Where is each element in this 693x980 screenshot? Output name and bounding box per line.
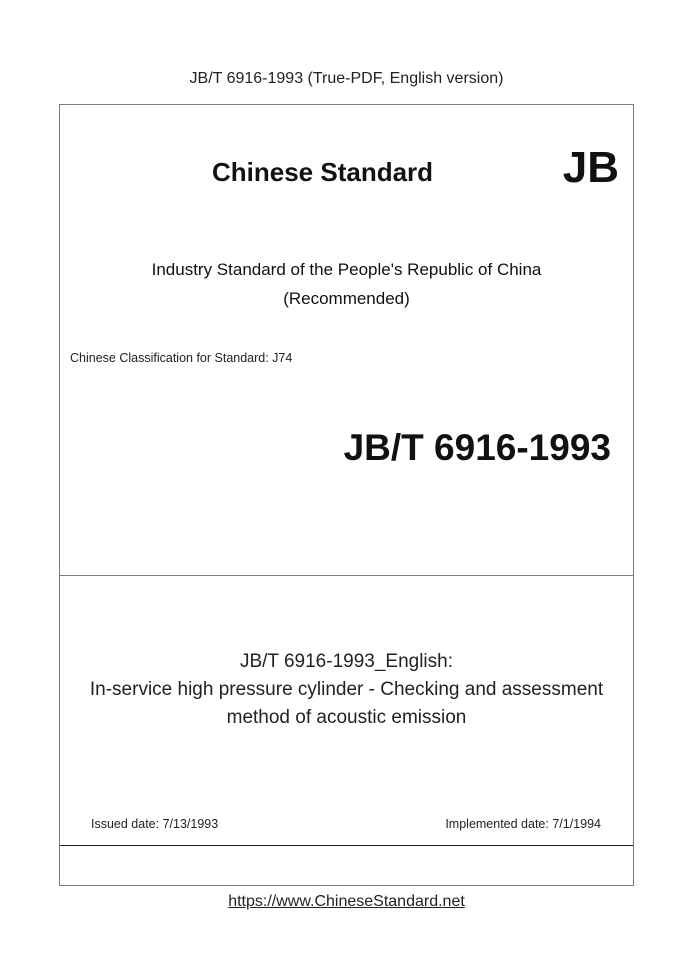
- doc-code-label: JB: [562, 143, 619, 192]
- title-line-1: JB/T 6916-1993_English:: [239, 651, 454, 672]
- cover-bottom-box: [60, 846, 633, 887]
- standard-number: JB/T 6916-1993: [343, 427, 611, 468]
- issuing-org-line: Industry Standard of the People's Republic of China: [151, 260, 542, 279]
- document-header: JB/T 6916-1993 (True-PDF, English version): [189, 70, 504, 87]
- title-line-2: In-service high pressure cylinder - Checking and assessment: [89, 679, 604, 700]
- standard-title: [60, 648, 633, 732]
- doc-type-title: Chinese Standard: [212, 157, 434, 187]
- cover-title-section: [60, 576, 633, 846]
- recommended-label: (Recommended): [283, 289, 410, 308]
- cover-frame: [59, 104, 634, 886]
- implemented-date: Implemented date: 7/1/1994: [445, 817, 601, 831]
- issued-date: Issued date: 7/13/1993: [91, 817, 219, 831]
- cover-top-section: [60, 105, 633, 576]
- title-line-3: method of acoustic emission: [226, 707, 467, 728]
- classification-text: Chinese Classification for Standard: J74: [70, 351, 293, 365]
- website-link[interactable]: https://www.ChineseStandard.net: [228, 893, 465, 910]
